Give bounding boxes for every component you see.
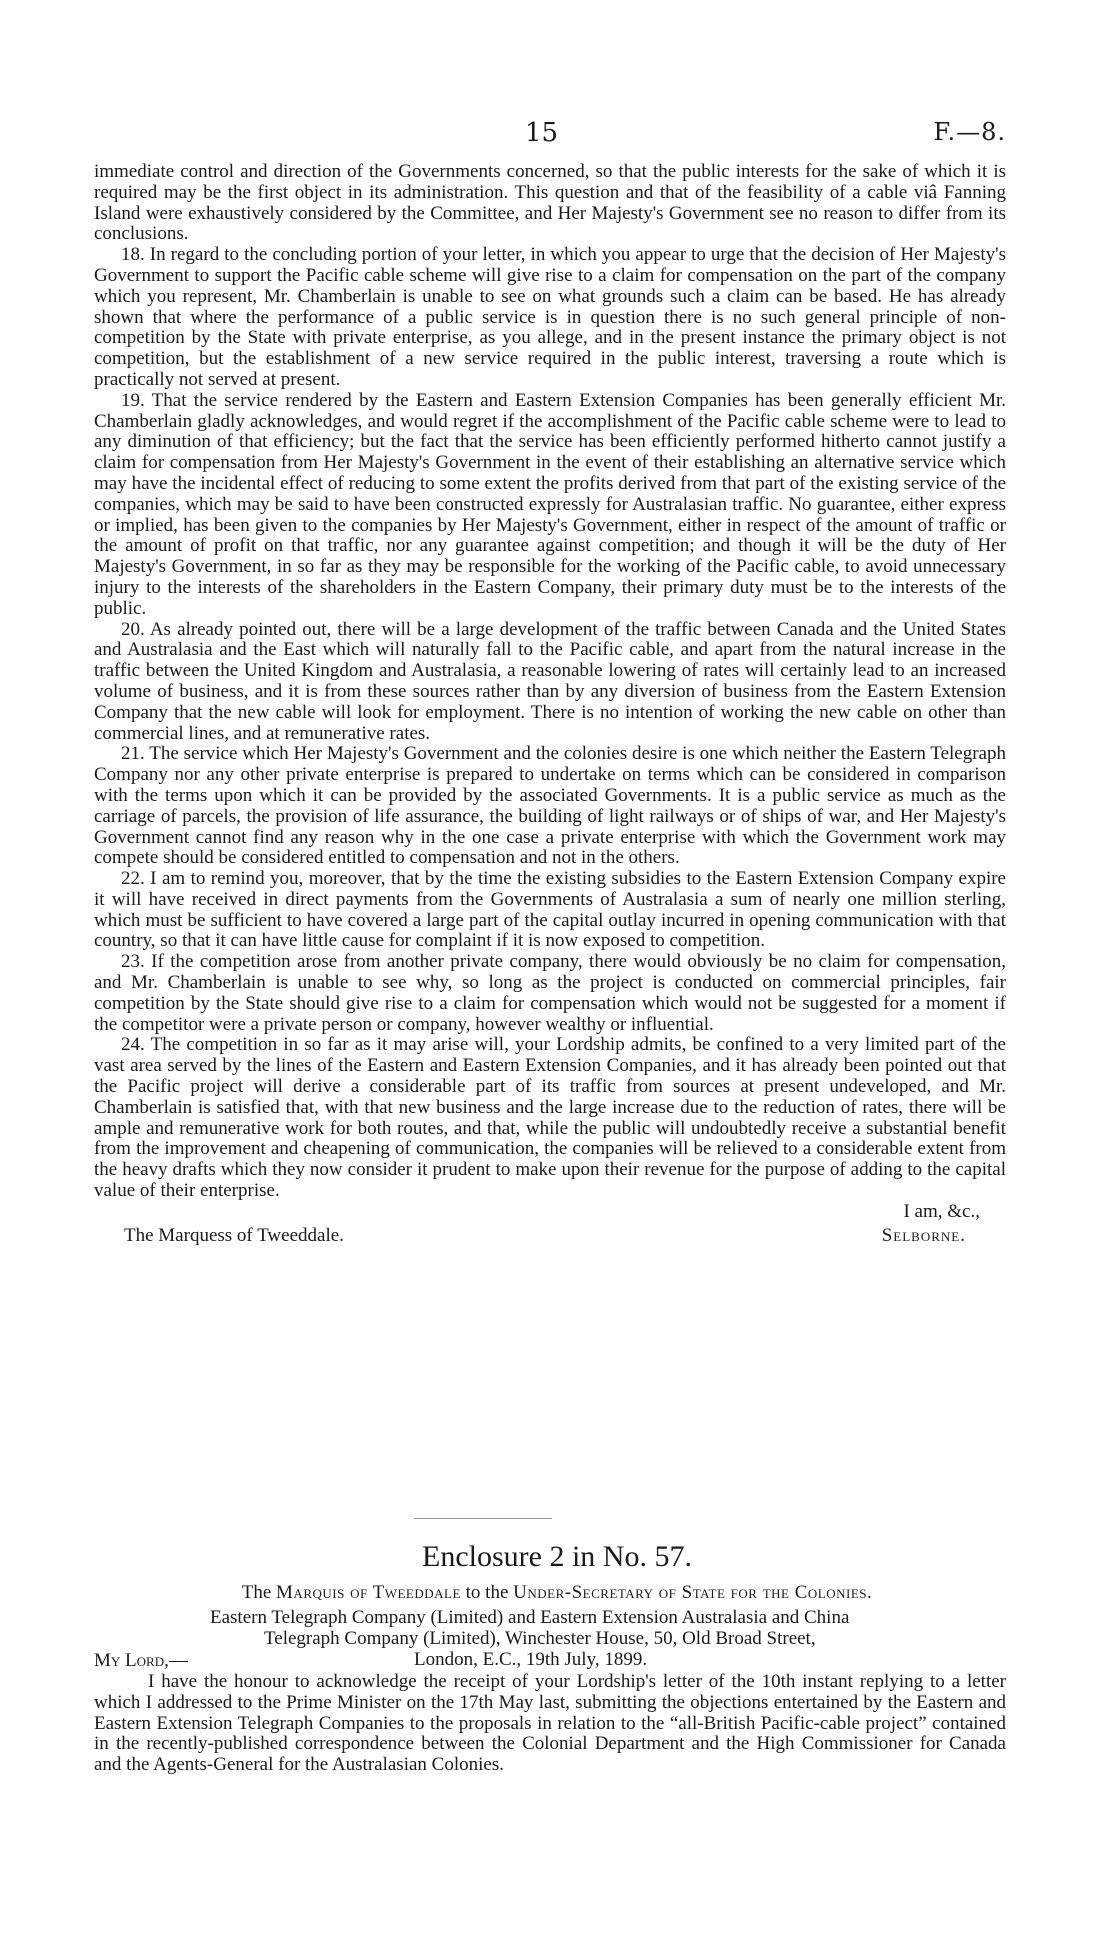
letter-closing — [94, 1202, 1006, 1256]
signature: Selborne. — [881, 1224, 966, 1246]
paragraph-21: 21. The service which Her Majesty's Government and the colonies desire is one which neither the Eastern Telegraph Company nor any other private enterprise is prepared to undertake on terms which can be considered in comparison with the terms upon which it can be provided by the associated Governments. It is a public service as much as the carriage of parcels, the provision of life assurance, the building of light railways or of ships of war, and Her Majesty's Government cannot find any reason why in the one case a private enterprise with which the Government work may compete should be considered entitled to compensation and not in the others. — [94, 743, 1006, 869]
heading-recipient: Under-Secretary of State for the Colonies. — [513, 1582, 873, 1603]
paragraph-23: 23. If the competition arose from another private company, there would obviously be no claim for compensation, and Mr. Chamberlain is unable to see why, so long as the project is conducted on commercial principles, fair competition by the State should give rise to a claim for compensation which would not be suggested for a moment if the competitor were a private person or company, however wealthy or influential. — [94, 951, 1006, 1035]
letter-body — [94, 162, 1006, 1256]
page-header — [0, 118, 1114, 152]
heading-to: to the — [465, 1582, 509, 1603]
document-reference: F.—8. — [933, 118, 1006, 146]
paragraph-continued: immediate control and direction of the Governments concerned, so that the public interests for the sake of which it is required may be the first object in its administration. This question and that of the feasibility of a cable viâ Fanning Island were exhaustively considered by the Committee, and Her Majesty's Government see no reason to differ from its conclusions. — [94, 161, 1006, 245]
sender-address — [210, 1608, 1010, 1670]
paragraph-19: 19. That the service rendered by the Eastern and Eastern Extension Companies has been generally efficient Mr. Chamberlain gladly acknowledges, and would regret if the accomplishment of the Pacific cable scheme were to lead to any diminution of that efficiency; but the fact that the service has been efficiently performed hitherto cannot justify a claim for compensation from Her Majesty's Government in the event of their establishing an alternative service which may have the incidental effect of reducing to some extent the profits derived from that part of the existing service of the companies, which may be said to have been constructed expressly for Australasian traffic. No guarantee, either express or implied, has been given to the companies by Her Majesty's Government, either in respect of the amount of traffic or the amount of profit on that traffic, nor any guarantee against competition; and though it will be the duty of Her Majesty's Government, in so far as they may be responsible for the working of the Pacific cable, to avoid unnecessary injury to the interests of the shareholders in the Eastern Company, their primary duty must be to the interests of the public. — [94, 389, 1006, 619]
paragraph-20: 20. As already pointed out, there will be a large development of the traffic between Canada and the United States and Australasia and the East which will naturally fall to the Pacific cable, and apart from the natural increase in the traffic between the United Kingdom and Australasia, a reasonable lowering of rates will certainly lead to an increased volume of business, and it is from these sources rather than by any diversion of business from the Eastern Extension Company that the new cable will look for employment. There is no intention of working the new cable on other than commercial lines, and at remunerative rates. — [94, 618, 1006, 744]
closing-salutation: I am, &c., — [903, 1200, 980, 1222]
address-line-3: London, E.C., 19th July, 1899. — [414, 1648, 648, 1670]
address-line-2: Telegraph Company (Limited), Winchester House, 50, Old Broad Street, — [264, 1627, 816, 1649]
letter-heading — [0, 1582, 1114, 1604]
page-number: 15 — [525, 118, 559, 148]
paragraph-18: 18. In regard to the concluding portion of your letter, in which you appear to urge that the decision of Her Majesty's Government to support the Pacific cable scheme will give rise to a claim for compensation on the part of the company which you represent, Mr. Chamberlain is unable to see on what grounds such a claim can be based. He has already shown that where the performance of a public service is in question there is no such general principle of non-competition by the State with private enterprise, as you allege, and in the present instance the primary object is not competition, but the establishment of a new service required in the public interest, traversing a route which is practically not served at present. — [94, 244, 1006, 390]
addressee: The Marquess of Tweeddale. — [124, 1224, 344, 1246]
section-divider — [414, 1518, 552, 1519]
address-line-1: Eastern Telegraph Company (Limited) and Eastern Extension Australasia and China — [210, 1607, 850, 1628]
paragraph-24: 24. The competition in so far as it may arise will, your Lordship admits, be confined to a very limited part of the vast area served by the lines of the Eastern and Eastern Extension Companies, and it has already been pointed out that the Pacific project will derive a considerable part of its traffic from sources at present undeveloped, and Mr. Chamberlain is satisfied that, with that new business and the large increase due to the reduction of rates, there will be ample and remunerative work for both routes, and that, while the public will undoubtedly receive a substantial benefit from the improvement and cheapening of communication, the companies will be relieved to a considerable extent from the heavy drafts which they now consider it prudent to make upon their revenue for the purpose of adding to the capital value of their enterprise. — [94, 1034, 1006, 1202]
salutation: My Lord,— — [94, 1650, 188, 1671]
heading-prefix: The — [241, 1582, 272, 1603]
enclosure-body — [94, 1672, 1006, 1776]
heading-sender: Marquis of Tweeddale — [276, 1582, 461, 1603]
paragraph-22: 22. I am to remind you, moreover, that by the time the existing subsidies to the Eastern Extension Company expire it will have received in direct payments from the Governments of Australasia a sum of nearly one million sterling, which must be sufficient to have covered a large part of the capital outlay incurred in opening communication with that country, so that it can have little cause for complaint if it is now exposed to competition. — [94, 868, 1006, 952]
enclosure-paragraph-1: I have the honour to acknowledge the receipt of your Lordship's letter of the 10th instant replying to a letter which I addressed to the Prime Minister on the 17th May last, submitting the objections entertained by the Eastern and Eastern Extension Telegraph Companies to the proposals in relation to the “all-British Pacific-cable project” contained in the recently-published correspondence between the Colonial Department and the High Commissioner for Canada and the Agents-General for the Australasian Colonies. — [94, 1671, 1006, 1776]
enclosure-title: Enclosure 2 in No. 57. — [422, 1540, 692, 1573]
